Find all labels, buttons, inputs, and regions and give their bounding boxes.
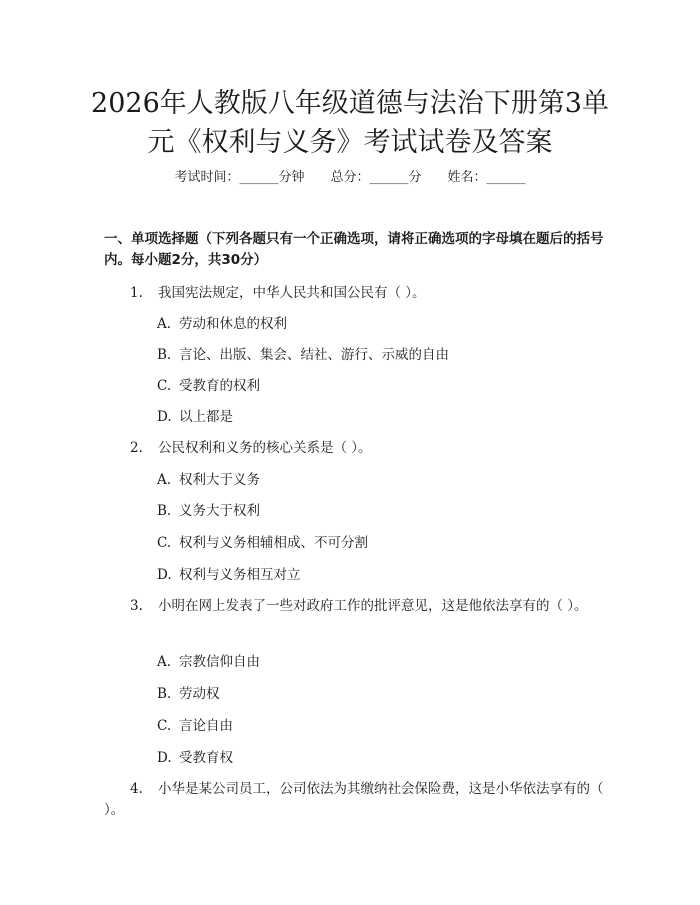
question-2 — [104, 438, 604, 459]
option-letter: D. — [157, 567, 172, 583]
question-number: 3. — [130, 598, 143, 614]
question-number: 1. — [130, 285, 143, 301]
question-stem: 我国宪法规定，中华人民共和国公民有（ ）。 — [158, 285, 426, 301]
option-1d — [157, 407, 597, 427]
option-letter: A. — [157, 316, 172, 332]
total-score-field: 总分：______分 — [330, 170, 422, 185]
option-letter: D. — [157, 409, 172, 425]
option-text: 言论、出版、集会、结社、游行、示威的自由 — [179, 347, 449, 363]
question-stem: 公民权利和义务的核心关系是（ ）。 — [158, 440, 372, 456]
question-number: 2. — [130, 440, 143, 456]
option-letter: C. — [157, 718, 172, 734]
option-text: 宗教信仰自由 — [179, 654, 260, 670]
option-3c — [157, 716, 597, 736]
question-number: 4. — [130, 781, 143, 797]
section-heading: 一、单项选择题（下列各题只有一个正确选项，请将正确选项的字母填在题后的括号内。每小题2分，共30分） — [104, 231, 604, 268]
option-2a — [157, 470, 597, 490]
option-letter: B. — [157, 347, 172, 363]
question-1 — [104, 283, 604, 304]
option-text: 受教育权 — [179, 750, 233, 766]
option-1c — [157, 376, 597, 396]
question-stem: 小明在网上发表了一些对政府工作的批评意见，这是他依法享有的（ ）。 — [158, 598, 588, 614]
option-letter: C. — [157, 535, 172, 551]
option-letter: A. — [157, 472, 172, 488]
exam-info-line — [0, 168, 700, 188]
option-letter: C. — [157, 378, 172, 394]
document-title: 2026年人教版八年级道德与法治下册第3单元《权利与义务》考试试卷及答案 — [91, 88, 609, 158]
option-2b — [157, 501, 597, 521]
student-name-field: 姓名：______ — [447, 170, 526, 185]
exam-time-field: 考试时间：______分钟 — [174, 170, 305, 185]
question-4 — [104, 779, 604, 821]
option-2d — [157, 565, 597, 585]
option-text: 言论自由 — [179, 718, 233, 734]
question-3 — [104, 596, 604, 617]
option-1a — [157, 314, 597, 334]
option-2c — [157, 533, 597, 553]
option-1b — [157, 345, 597, 365]
option-letter: D. — [157, 750, 172, 766]
option-text: 以上都是 — [179, 409, 233, 425]
option-text: 劳动和休息的权利 — [179, 316, 287, 332]
option-3a — [157, 652, 597, 672]
option-3b — [157, 684, 597, 704]
option-letter: B. — [157, 503, 172, 519]
option-text: 权利大于义务 — [179, 472, 260, 488]
option-3d — [157, 748, 597, 768]
question-stem: 小华是某公司员工，公司依法为其缴纳社会保险费，这是小华依法享有的（ ）。 — [104, 781, 604, 818]
option-text: 义务大于权利 — [179, 503, 260, 519]
option-text: 受教育的权利 — [179, 378, 260, 394]
option-text: 权利与义务相互对立 — [179, 567, 301, 583]
option-letter: B. — [157, 686, 172, 702]
option-text: 权利与义务相辅相成、不可分割 — [179, 535, 368, 551]
option-text: 劳动权 — [179, 686, 220, 702]
option-letter: A. — [157, 654, 172, 670]
